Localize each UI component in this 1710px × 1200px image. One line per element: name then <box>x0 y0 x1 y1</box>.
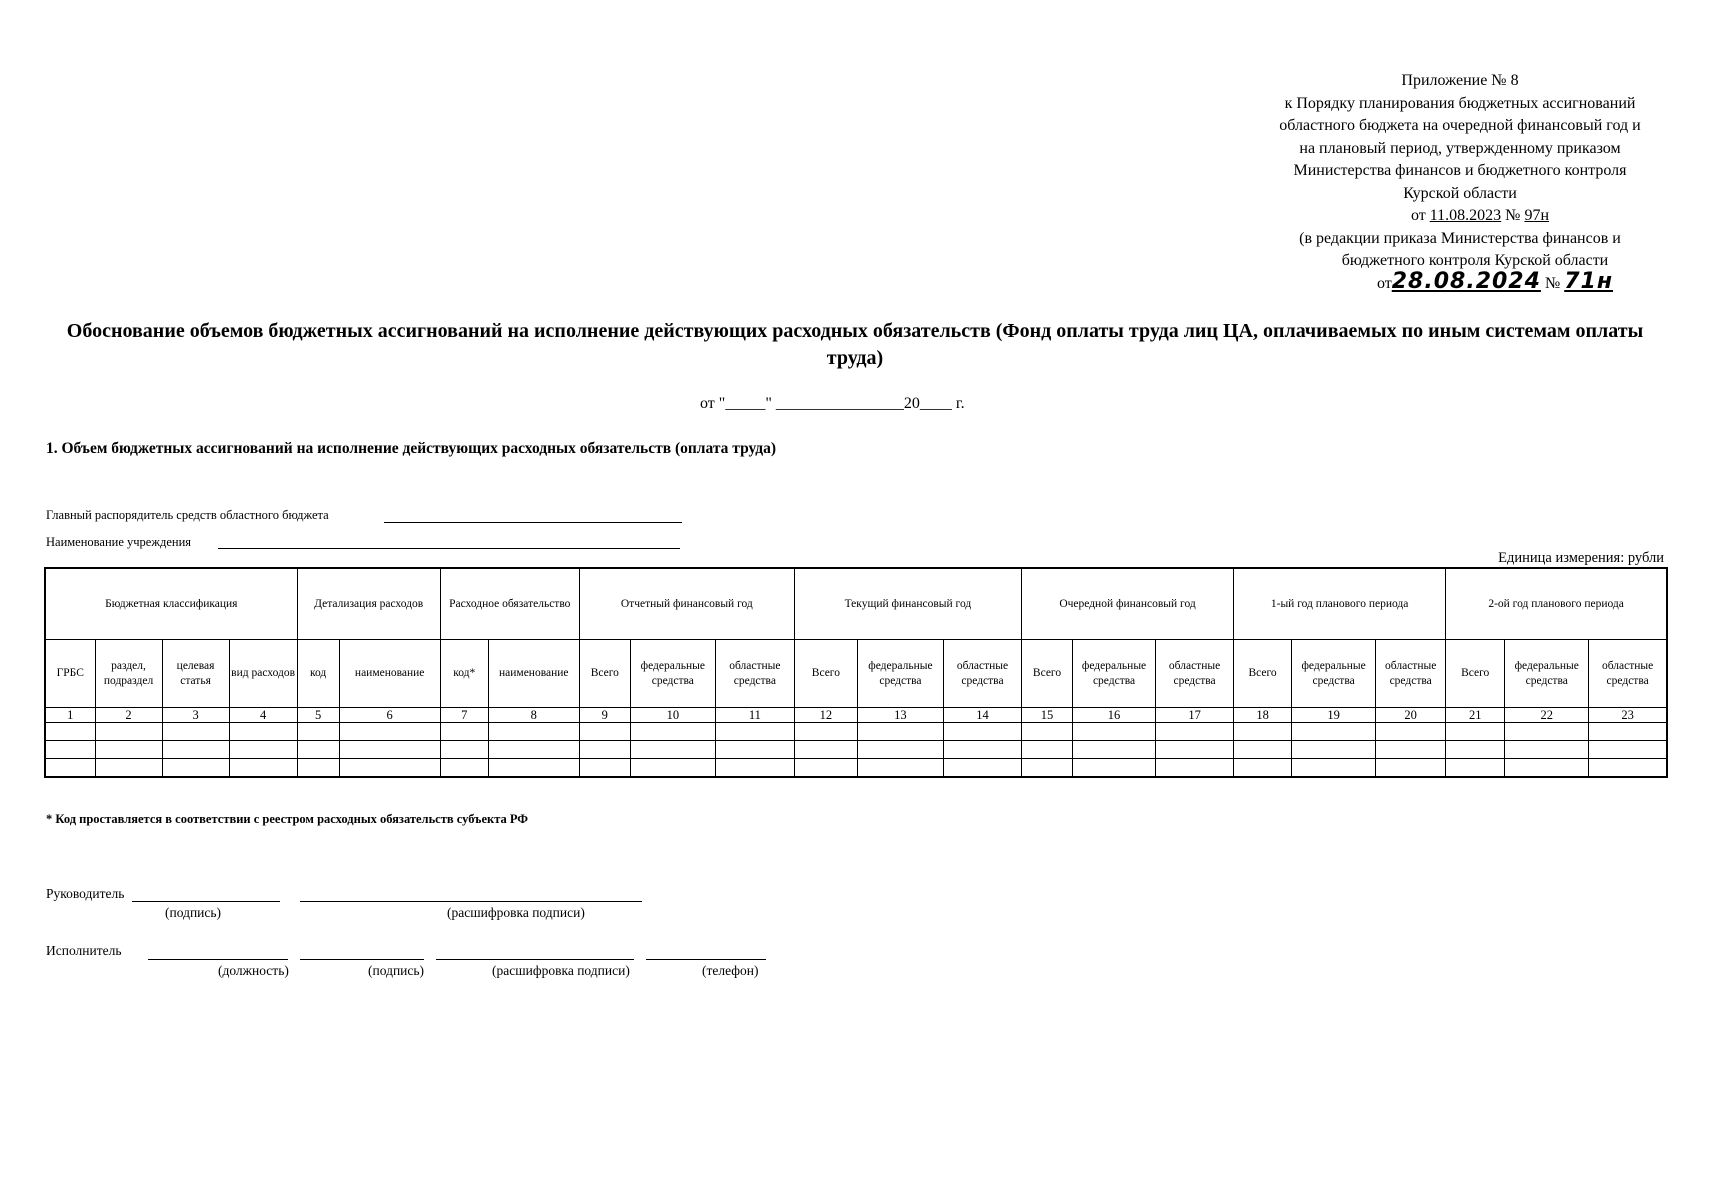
column-number: 16 <box>1073 708 1156 723</box>
table-cell[interactable] <box>1446 741 1505 759</box>
group-budget-classification: Бюджетная классификация <box>45 568 297 640</box>
amendment-number-handwritten: 71н <box>1564 268 1614 294</box>
column-number: 23 <box>1589 708 1667 723</box>
column-number: 11 <box>715 708 794 723</box>
table-cell[interactable] <box>1156 741 1234 759</box>
section-heading: 1. Объем бюджетных ассигнований на исполнение действующих расходных обязательств (оплата труда) <box>46 440 777 457</box>
col-federal: федеральные средства <box>1292 640 1376 708</box>
amendment-date-handwritten: 28.08.2024 <box>1391 268 1541 294</box>
group-plan-year-1: 1-ый год планового периода <box>1234 568 1446 640</box>
amendment-reference: от28.08.2024 № 71н <box>1376 268 1614 294</box>
head-decode-caption: (расшифровка подписи) <box>447 905 585 920</box>
table-cell[interactable] <box>1376 759 1446 778</box>
table-cell[interactable] <box>339 741 440 759</box>
executor-position-line[interactable] <box>148 959 288 960</box>
table-cell[interactable] <box>1589 759 1667 778</box>
column-number: 3 <box>162 708 229 723</box>
appendix-line: областного бюджета на очередной финансовый год и <box>1279 117 1641 134</box>
table-cell[interactable] <box>1022 741 1073 759</box>
table-cell[interactable] <box>630 759 715 778</box>
table-cell[interactable] <box>488 759 579 778</box>
column-number: 9 <box>579 708 630 723</box>
table-cell[interactable] <box>1234 723 1292 741</box>
group-plan-year-2: 2-ой год планового периода <box>1446 568 1667 640</box>
manager-label: Главный распорядитель средств областного бюджета <box>46 508 329 522</box>
column-number: 14 <box>943 708 1021 723</box>
table-cell[interactable] <box>229 741 297 759</box>
table-cell[interactable] <box>1073 759 1156 778</box>
table-cell[interactable] <box>45 759 95 778</box>
table-cell[interactable] <box>297 759 339 778</box>
table-cell[interactable] <box>1234 741 1292 759</box>
column-number: 22 <box>1505 708 1589 723</box>
table-cell[interactable] <box>297 741 339 759</box>
head-sign-caption: (подпись) <box>165 905 222 920</box>
order-reference: от 11.08.2023 № 97н <box>1410 207 1549 224</box>
table-cell[interactable] <box>1022 723 1073 741</box>
col-total: Всего <box>794 640 857 708</box>
table-cell[interactable] <box>162 723 229 741</box>
table-cell[interactable] <box>857 723 943 741</box>
appendix-line: Министерства финансов и бюджетного контроля <box>1293 162 1627 179</box>
table-cell[interactable] <box>1292 741 1376 759</box>
col-regional: областные средства <box>1589 640 1667 708</box>
table-cell[interactable] <box>857 759 943 778</box>
document-date-line: от "_____" ________________20____ г. <box>700 395 965 412</box>
table-cell[interactable] <box>1073 741 1156 759</box>
col-obligation-code: код* <box>440 640 488 708</box>
table-cell[interactable] <box>715 723 794 741</box>
table-cell[interactable] <box>162 741 229 759</box>
table-cell[interactable] <box>162 759 229 778</box>
table-row[interactable] <box>45 723 1667 741</box>
table-cell[interactable] <box>488 741 579 759</box>
appendix-number: Приложение № 8 <box>1401 72 1519 89</box>
table-cell[interactable] <box>857 741 943 759</box>
appendix-line: бюджетного контроля Курской области <box>1341 252 1609 269</box>
table-cell[interactable] <box>943 759 1021 778</box>
document-title: Обоснование объемов бюджетных ассигнований на исполнение действующих расходных обязательств (Фонд оплаты труда лиц ЦА, оплачиваемых по иным системам оплаты труда) <box>66 320 1644 369</box>
table-cell[interactable] <box>339 759 440 778</box>
budget-table <box>44 567 1668 778</box>
executor-signature-line[interactable] <box>300 959 424 960</box>
institution-input-line[interactable] <box>218 548 680 549</box>
table-cell[interactable] <box>440 759 488 778</box>
col-obligation-name: наименование <box>488 640 579 708</box>
table-cell[interactable] <box>1589 723 1667 741</box>
table-cell[interactable] <box>794 741 857 759</box>
table-cell[interactable] <box>1292 759 1376 778</box>
col-regional: областные средства <box>1156 640 1234 708</box>
appendix-line: на плановый период, утвержденному приказом <box>1299 139 1621 157</box>
col-total: Всего <box>579 640 630 708</box>
executor-phone-line[interactable] <box>646 959 766 960</box>
col-regional: областные средства <box>1376 640 1446 708</box>
table-cell[interactable] <box>1376 741 1446 759</box>
group-expense-details: Детализация расходов <box>297 568 440 640</box>
table-cell[interactable] <box>715 741 794 759</box>
column-number: 19 <box>1292 708 1376 723</box>
column-number: 18 <box>1234 708 1292 723</box>
group-next-year: Очередной финансовый год <box>1022 568 1234 640</box>
table-cell[interactable] <box>1156 759 1234 778</box>
table-cell[interactable] <box>794 723 857 741</box>
executor-position-caption: (должность) <box>218 963 289 978</box>
col-target-article: целевая статья <box>162 640 229 708</box>
table-cell[interactable] <box>1376 723 1446 741</box>
table-row[interactable] <box>45 741 1667 759</box>
table-cell[interactable] <box>95 759 162 778</box>
table-cell[interactable] <box>1505 741 1589 759</box>
col-federal: федеральные средства <box>1073 640 1156 708</box>
table-cell[interactable] <box>630 723 715 741</box>
column-number-row <box>45 708 1667 723</box>
head-signature-line[interactable] <box>132 901 280 902</box>
table-cell[interactable] <box>45 723 95 741</box>
table-cell[interactable] <box>229 759 297 778</box>
table-cell[interactable] <box>339 723 440 741</box>
column-number: 2 <box>95 708 162 723</box>
table-cell[interactable] <box>1446 759 1505 778</box>
col-federal: федеральные средства <box>1505 640 1589 708</box>
column-number: 20 <box>1376 708 1446 723</box>
column-number: 17 <box>1156 708 1234 723</box>
column-number: 12 <box>794 708 857 723</box>
table-cell[interactable] <box>579 741 630 759</box>
head-label: Руководитель <box>46 886 125 901</box>
col-regional: областные средства <box>943 640 1021 708</box>
col-federal: федеральные средства <box>630 640 715 708</box>
column-number: 10 <box>630 708 715 723</box>
table-cell[interactable] <box>488 723 579 741</box>
institution-label: Наименование учреждения <box>46 535 192 549</box>
order-number: 97н <box>1524 207 1549 224</box>
table-cell[interactable] <box>95 741 162 759</box>
table-cell[interactable] <box>794 759 857 778</box>
group-current-year: Текущий финансовый год <box>794 568 1021 640</box>
column-number: 1 <box>45 708 95 723</box>
executor-decode-line[interactable] <box>436 959 634 960</box>
executor-phone-caption: (телефон) <box>702 963 759 978</box>
col-grbs: ГРБС <box>45 640 95 708</box>
table-cell[interactable] <box>943 723 1021 741</box>
executor-label: Исполнитель <box>46 943 122 958</box>
appendix-header <box>1220 70 1700 295</box>
table-cell[interactable] <box>1156 723 1234 741</box>
col-total: Всего <box>1234 640 1292 708</box>
col-regional: областные средства <box>715 640 794 708</box>
table-cell[interactable] <box>579 759 630 778</box>
column-number: 6 <box>339 708 440 723</box>
column-number: 7 <box>440 708 488 723</box>
col-total: Всего <box>1022 640 1073 708</box>
table-cell[interactable] <box>1446 723 1505 741</box>
table-cell[interactable] <box>1022 759 1073 778</box>
appendix-line: (в редакции приказа Министерства финансов и <box>1299 229 1621 247</box>
table-cell[interactable] <box>579 723 630 741</box>
appendix-line: Курской области <box>1403 184 1517 202</box>
col-total: Всего <box>1446 640 1505 708</box>
manager-input-line[interactable] <box>384 522 682 523</box>
table-cell[interactable] <box>1234 759 1292 778</box>
table-cell[interactable] <box>1505 723 1589 741</box>
executor-decode-caption: (расшифровка подписи) <box>492 963 630 978</box>
column-number: 15 <box>1022 708 1073 723</box>
appendix-line: к Порядку планирования бюджетных ассигнований <box>1284 94 1636 112</box>
table-cell[interactable] <box>715 759 794 778</box>
table-cell[interactable] <box>943 741 1021 759</box>
column-number: 5 <box>297 708 339 723</box>
column-number: 21 <box>1446 708 1505 723</box>
group-expense-obligation: Расходное обязательство <box>440 568 579 640</box>
col-detail-name: наименование <box>339 640 440 708</box>
column-number: 8 <box>488 708 579 723</box>
footnote: * Код проставляется в соответствии с реестром расходных обязательств субъекта РФ <box>46 812 529 826</box>
table-row[interactable] <box>45 759 1667 778</box>
table-cell[interactable] <box>1292 723 1376 741</box>
table-cell[interactable] <box>630 741 715 759</box>
column-number: 13 <box>857 708 943 723</box>
executor-sign-caption: (подпись) <box>368 963 425 978</box>
table-cell[interactable] <box>95 723 162 741</box>
table-cell[interactable] <box>229 723 297 741</box>
table-cell[interactable] <box>1589 741 1667 759</box>
group-reporting-year: Отчетный финансовый год <box>579 568 794 640</box>
col-detail-code: код <box>297 640 339 708</box>
table-cell[interactable] <box>45 741 95 759</box>
table-cell[interactable] <box>1073 723 1156 741</box>
unit-label: Единица измерения: рубли <box>1498 550 1664 566</box>
col-section: раздел, подраздел <box>95 640 162 708</box>
col-federal: федеральные средства <box>857 640 943 708</box>
column-number: 4 <box>229 708 297 723</box>
table-cell[interactable] <box>440 741 488 759</box>
table-cell[interactable] <box>440 723 488 741</box>
order-date: 11.08.2023 <box>1429 207 1502 224</box>
table-cell[interactable] <box>297 723 339 741</box>
head-decode-line[interactable] <box>300 901 642 902</box>
col-expense-type: вид расходов <box>229 640 297 708</box>
table-cell[interactable] <box>1505 759 1589 778</box>
